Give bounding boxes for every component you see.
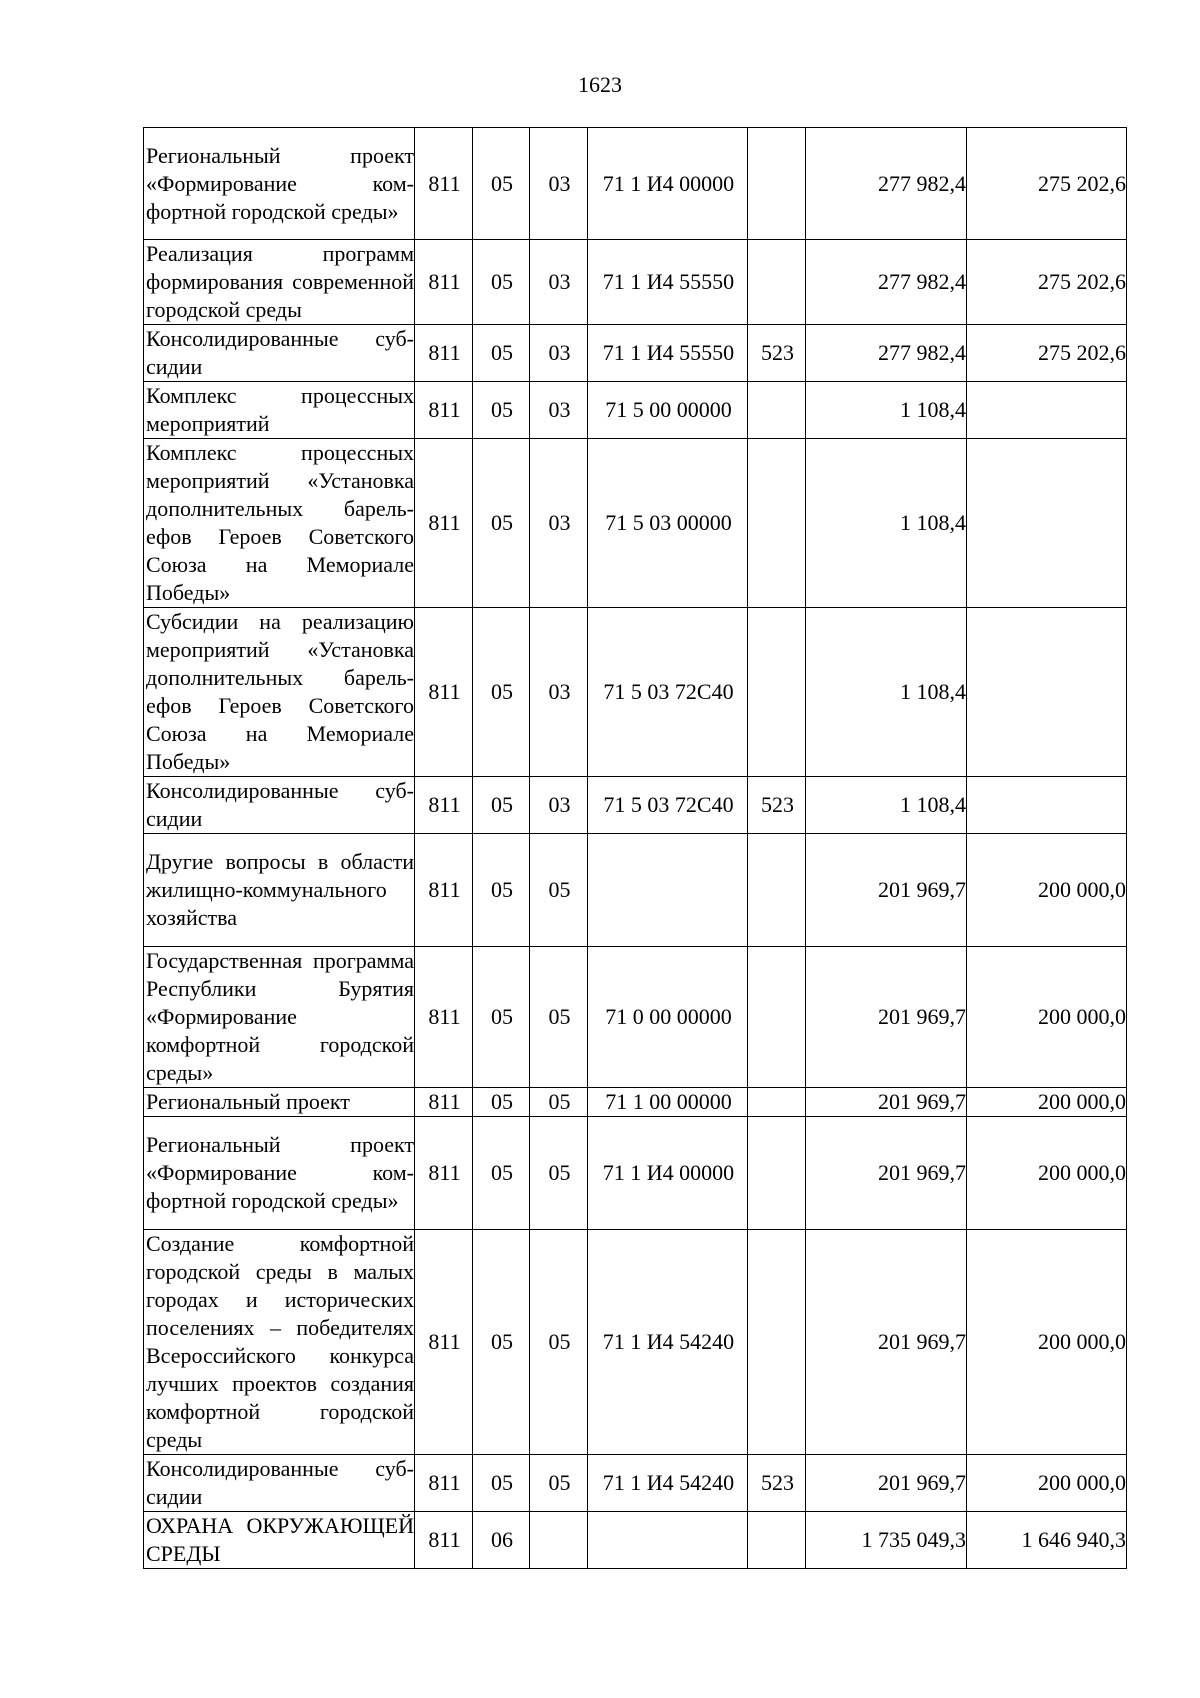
row-name: Региональный проект «Формирование комфортной городской среды» bbox=[144, 1117, 415, 1230]
row-name: Реализация программ формирования современной городской среды bbox=[144, 240, 415, 325]
row-rz: 05 bbox=[473, 608, 530, 777]
row-pr: 05 bbox=[530, 1230, 588, 1455]
row-sum1: 277 982,4 bbox=[806, 325, 967, 382]
row-csr: 71 5 00 00000 bbox=[588, 382, 748, 439]
row-sum1: 201 969,7 bbox=[806, 947, 967, 1088]
row-pr: 05 bbox=[530, 834, 588, 947]
row-sum1: 1 735 049,3 bbox=[806, 1512, 967, 1569]
row-sum1: 201 969,7 bbox=[806, 1455, 967, 1512]
row-vr bbox=[748, 947, 806, 1088]
row-sum2 bbox=[967, 439, 1127, 608]
row-gr: 811 bbox=[415, 834, 473, 947]
row-vr bbox=[748, 1117, 806, 1230]
budget-table bbox=[143, 127, 1127, 1569]
row-gr: 811 bbox=[415, 947, 473, 1088]
row-rz: 05 bbox=[473, 439, 530, 608]
row-vr bbox=[748, 1512, 806, 1569]
row-sum1: 277 982,4 bbox=[806, 240, 967, 325]
row-gr: 811 bbox=[415, 608, 473, 777]
row-sum2: 275 202,6 bbox=[967, 240, 1127, 325]
row-gr: 811 bbox=[415, 1230, 473, 1455]
row-rz: 05 bbox=[473, 1455, 530, 1512]
row-rz: 05 bbox=[473, 1230, 530, 1455]
row-sum1: 1 108,4 bbox=[806, 439, 967, 608]
row-vr bbox=[748, 382, 806, 439]
row-vr bbox=[748, 240, 806, 325]
row-csr: 71 0 00 00000 bbox=[588, 947, 748, 1088]
row-rz: 05 bbox=[473, 1117, 530, 1230]
row-vr bbox=[748, 834, 806, 947]
row-gr: 811 bbox=[415, 439, 473, 608]
row-pr: 03 bbox=[530, 777, 588, 834]
row-csr: 71 1 И4 55550 bbox=[588, 325, 748, 382]
row-sum2: 200 000,0 bbox=[967, 947, 1127, 1088]
row-sum1: 1 108,4 bbox=[806, 608, 967, 777]
row-pr: 03 bbox=[530, 439, 588, 608]
row-gr: 811 bbox=[415, 128, 473, 240]
row-sum2: 200 000,0 bbox=[967, 1117, 1127, 1230]
row-sum2: 200 000,0 bbox=[967, 1230, 1127, 1455]
row-vr: 523 bbox=[748, 325, 806, 382]
row-pr: 05 bbox=[530, 947, 588, 1088]
table-row bbox=[144, 1117, 1127, 1230]
row-gr: 811 bbox=[415, 1455, 473, 1512]
row-csr: 71 5 03 72С40 bbox=[588, 777, 748, 834]
table-row bbox=[144, 777, 1127, 834]
row-name: Консолидированные субсидии bbox=[144, 777, 415, 834]
row-rz: 05 bbox=[473, 947, 530, 1088]
row-vr bbox=[748, 439, 806, 608]
row-name: Государственная программа Республики Бурятия «Формирование комфортной городской среды» bbox=[144, 947, 415, 1088]
row-gr: 811 bbox=[415, 1512, 473, 1569]
row-gr: 811 bbox=[415, 325, 473, 382]
row-pr: 05 bbox=[530, 1455, 588, 1512]
row-sum2: 275 202,6 bbox=[967, 128, 1127, 240]
row-csr: 71 1 00 00000 bbox=[588, 1088, 748, 1117]
table-row bbox=[144, 947, 1127, 1088]
row-gr: 811 bbox=[415, 1088, 473, 1117]
row-name: Создание комфортной городской среды в малых городах и исторических поселениях – победителях Всероссийского конкурса лучших проектов создания комфортной городской среды bbox=[144, 1230, 415, 1455]
row-pr: 03 bbox=[530, 608, 588, 777]
table-row bbox=[144, 834, 1127, 947]
row-csr bbox=[588, 834, 748, 947]
row-csr: 71 1 И4 00000 bbox=[588, 128, 748, 240]
row-csr: 71 5 03 00000 bbox=[588, 439, 748, 608]
row-name: Консолидированные субсидии bbox=[144, 325, 415, 382]
row-name: Региональный проект bbox=[144, 1088, 415, 1117]
row-csr: 71 1 И4 54240 bbox=[588, 1455, 748, 1512]
row-pr: 05 bbox=[530, 1117, 588, 1230]
row-sum2: 200 000,0 bbox=[967, 1455, 1127, 1512]
row-rz: 05 bbox=[473, 777, 530, 834]
row-sum2: 275 202,6 bbox=[967, 325, 1127, 382]
row-name: Другие вопросы в области жилищно-коммунального хозяйства bbox=[144, 834, 415, 947]
row-rz: 05 bbox=[473, 128, 530, 240]
row-name: Региональный проект «Формирование комфортной городской среды» bbox=[144, 128, 415, 240]
row-name: ОХРАНА ОКРУЖАЮЩЕЙ СРЕДЫ bbox=[144, 1512, 415, 1569]
row-sum1: 201 969,7 bbox=[806, 834, 967, 947]
row-pr: 03 bbox=[530, 240, 588, 325]
table-row bbox=[144, 382, 1127, 439]
row-vr bbox=[748, 1230, 806, 1455]
row-sum2: 200 000,0 bbox=[967, 834, 1127, 947]
row-sum2: 200 000,0 bbox=[967, 1088, 1127, 1117]
table-row bbox=[144, 1088, 1127, 1117]
row-gr: 811 bbox=[415, 240, 473, 325]
row-rz: 06 bbox=[473, 1512, 530, 1569]
row-rz: 05 bbox=[473, 240, 530, 325]
table-row bbox=[144, 1230, 1127, 1455]
row-pr: 03 bbox=[530, 128, 588, 240]
table-row bbox=[144, 325, 1127, 382]
row-sum1: 201 969,7 bbox=[806, 1088, 967, 1117]
row-gr: 811 bbox=[415, 1117, 473, 1230]
row-sum1: 277 982,4 bbox=[806, 128, 967, 240]
row-sum2 bbox=[967, 608, 1127, 777]
row-sum2 bbox=[967, 382, 1127, 439]
row-pr bbox=[530, 1512, 588, 1569]
table-row bbox=[144, 1455, 1127, 1512]
row-sum1: 1 108,4 bbox=[806, 382, 967, 439]
table-body bbox=[144, 128, 1127, 1569]
row-gr: 811 bbox=[415, 777, 473, 834]
row-csr bbox=[588, 1512, 748, 1569]
row-name: Консолидированные субсидии bbox=[144, 1455, 415, 1512]
row-csr: 71 1 И4 00000 bbox=[588, 1117, 748, 1230]
page-number: 1623 bbox=[578, 72, 622, 97]
row-sum2 bbox=[967, 777, 1127, 834]
row-csr: 71 5 03 72С40 bbox=[588, 608, 748, 777]
row-name: Субсидии на реализацию мероприятий «Установка дополнительных барельефов Героев Советского Союза на Мемориале Победы» bbox=[144, 608, 415, 777]
row-rz: 05 bbox=[473, 1088, 530, 1117]
table-row bbox=[144, 608, 1127, 777]
row-rz: 05 bbox=[473, 325, 530, 382]
table-row bbox=[144, 240, 1127, 325]
row-pr: 05 bbox=[530, 1088, 588, 1117]
row-vr: 523 bbox=[748, 1455, 806, 1512]
row-name: Комплекс процессных мероприятий «Установка дополнительных барельефов Героев Советского Союза на Мемориале Победы» bbox=[144, 439, 415, 608]
row-sum1: 1 108,4 bbox=[806, 777, 967, 834]
row-vr bbox=[748, 1088, 806, 1117]
row-pr: 03 bbox=[530, 382, 588, 439]
row-sum2: 1 646 940,3 bbox=[967, 1512, 1127, 1569]
row-gr: 811 bbox=[415, 382, 473, 439]
row-rz: 05 bbox=[473, 834, 530, 947]
row-vr bbox=[748, 128, 806, 240]
row-name: Комплекс процессных мероприятий bbox=[144, 382, 415, 439]
row-rz: 05 bbox=[473, 382, 530, 439]
row-csr: 71 1 И4 54240 bbox=[588, 1230, 748, 1455]
table-row bbox=[144, 439, 1127, 608]
row-pr: 03 bbox=[530, 325, 588, 382]
table-row bbox=[144, 128, 1127, 240]
row-sum1: 201 969,7 bbox=[806, 1230, 967, 1455]
table-row bbox=[144, 1512, 1127, 1569]
row-sum1: 201 969,7 bbox=[806, 1117, 967, 1230]
row-vr bbox=[748, 608, 806, 777]
row-vr: 523 bbox=[748, 777, 806, 834]
row-csr: 71 1 И4 55550 bbox=[588, 240, 748, 325]
